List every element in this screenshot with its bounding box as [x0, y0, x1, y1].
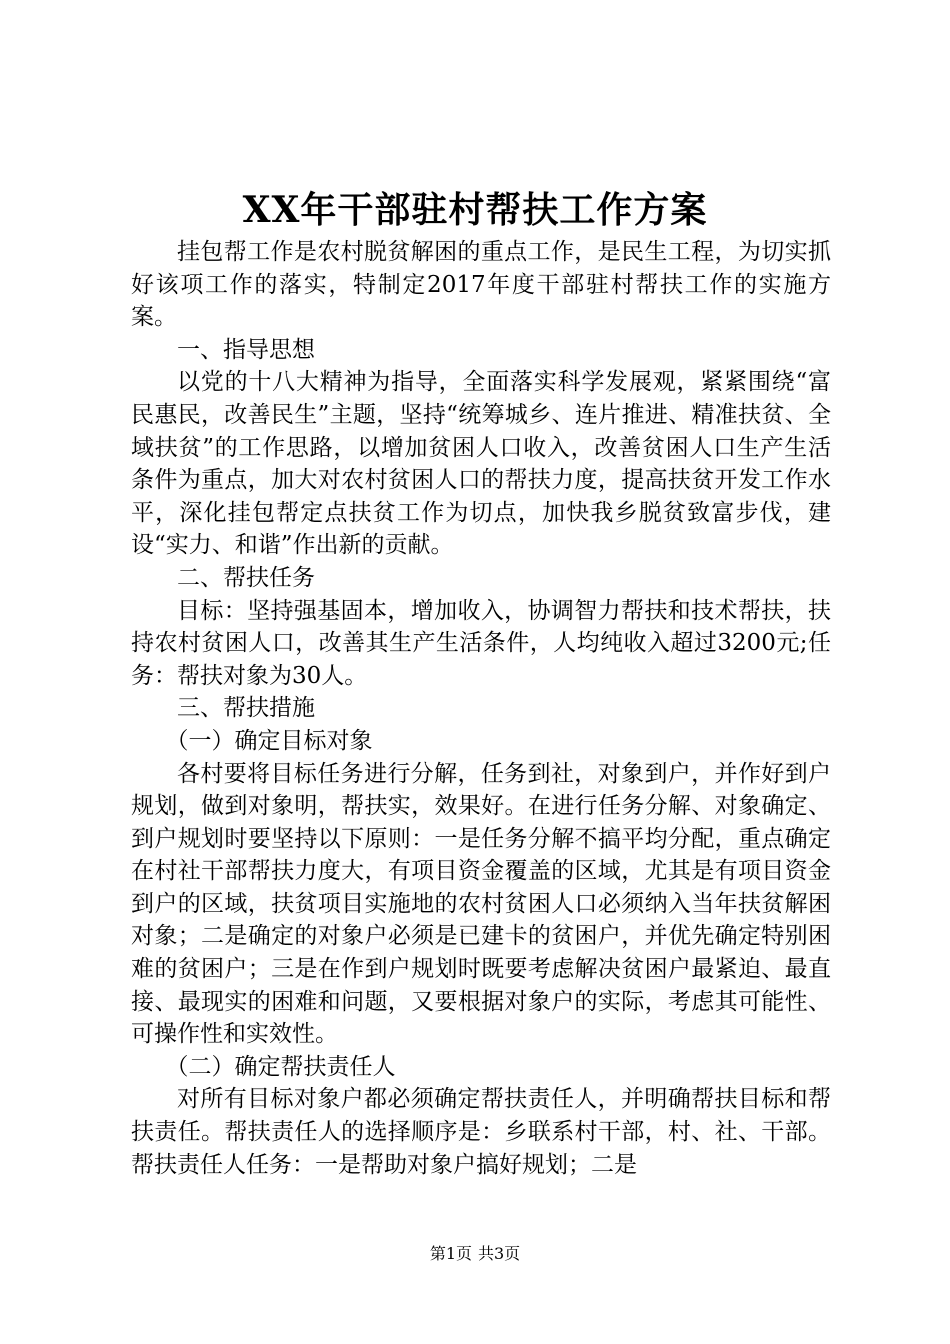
section-heading-assistance-measures: 三、帮扶措施: [177, 695, 315, 722]
page-number: 第1页: [429, 1244, 472, 1263]
paragraph-assistance-tasks: 目标：坚持强基固本，增加收入，协调智力帮扶和技术帮扶，扶持农村贫困人口，改善其生产生活条件，人均纯收入超过3200元;任务：帮扶对象为30人。: [131, 597, 831, 689]
document-title: XX年干部驻村帮扶工作方案: [242, 189, 708, 231]
paragraph-intro: 挂包帮工作是农村脱贫解困的重点工作，是民生工程，为切实抓好该项工作的落实，特制定2017年度干部驻村帮扶工作的实施方案。: [131, 239, 831, 331]
document-body: [131, 236, 831, 1181]
section-heading-assistance-tasks: 二、帮扶任务: [177, 564, 315, 591]
paragraph-guiding-ideology: 以党的十八大精神为指导，全面落实科学发展观，紧紧围绕“富民惠民，改善民生”主题，坚持“统筹城乡、连片推进、精准扶贫、全域扶贫”的工作思路，以增加贫困人口收入，改善贫困人口生产生活条件为重点，加大对农村贫困人口的帮扶力度，提高扶贫开发工作水平，深化挂包帮定点扶贫工作为切点，加快我乡脱贫致富步伐，建设“实力、和谐”作出新的贡献。: [131, 369, 831, 559]
paragraph-target-objects: 各村要将目标任务进行分解，任务到社，对象到户，并作好到户规划，做到对象明，帮扶实，效果好。在进行任务分解、对象确定、到户规划时要坚持以下原则：一是任务分解不搞平均分配，重点确定在村社干部帮扶力度大，有项目资金覆盖的区域，尤其是有项目资金到户的区域，扶贫项目实施地的农村贫困人口必须纳入当年扶贫解困对象；二是确定的对象户必须是已建卡的贫困户，并优先确定特别困难的贫困户；三是在作到户规划时既要考虑解决贫困户最紧迫、最直接、最现实的困难和问题，又要根据对象户的实际，考虑其可能性、可操作性和实效性。: [131, 760, 831, 1048]
section-heading-guiding-ideology: 一、指导思想: [177, 336, 315, 363]
page-total: 共3页: [478, 1244, 521, 1263]
page-footer: [0, 1243, 950, 1265]
subsection-heading-responsible-persons: （二）确定帮扶责任人: [165, 1053, 396, 1080]
paragraph-responsible-persons: 对所有目标对象户都必须确定帮扶责任人，并明确帮扶目标和帮扶责任。帮扶责任人的选择顺序是：乡联系村干部，村、社、干部。帮扶责任人任务：一是帮助对象户搞好规划；二是: [131, 1086, 831, 1178]
subsection-heading-target-objects: （一）确定目标对象: [165, 727, 373, 754]
